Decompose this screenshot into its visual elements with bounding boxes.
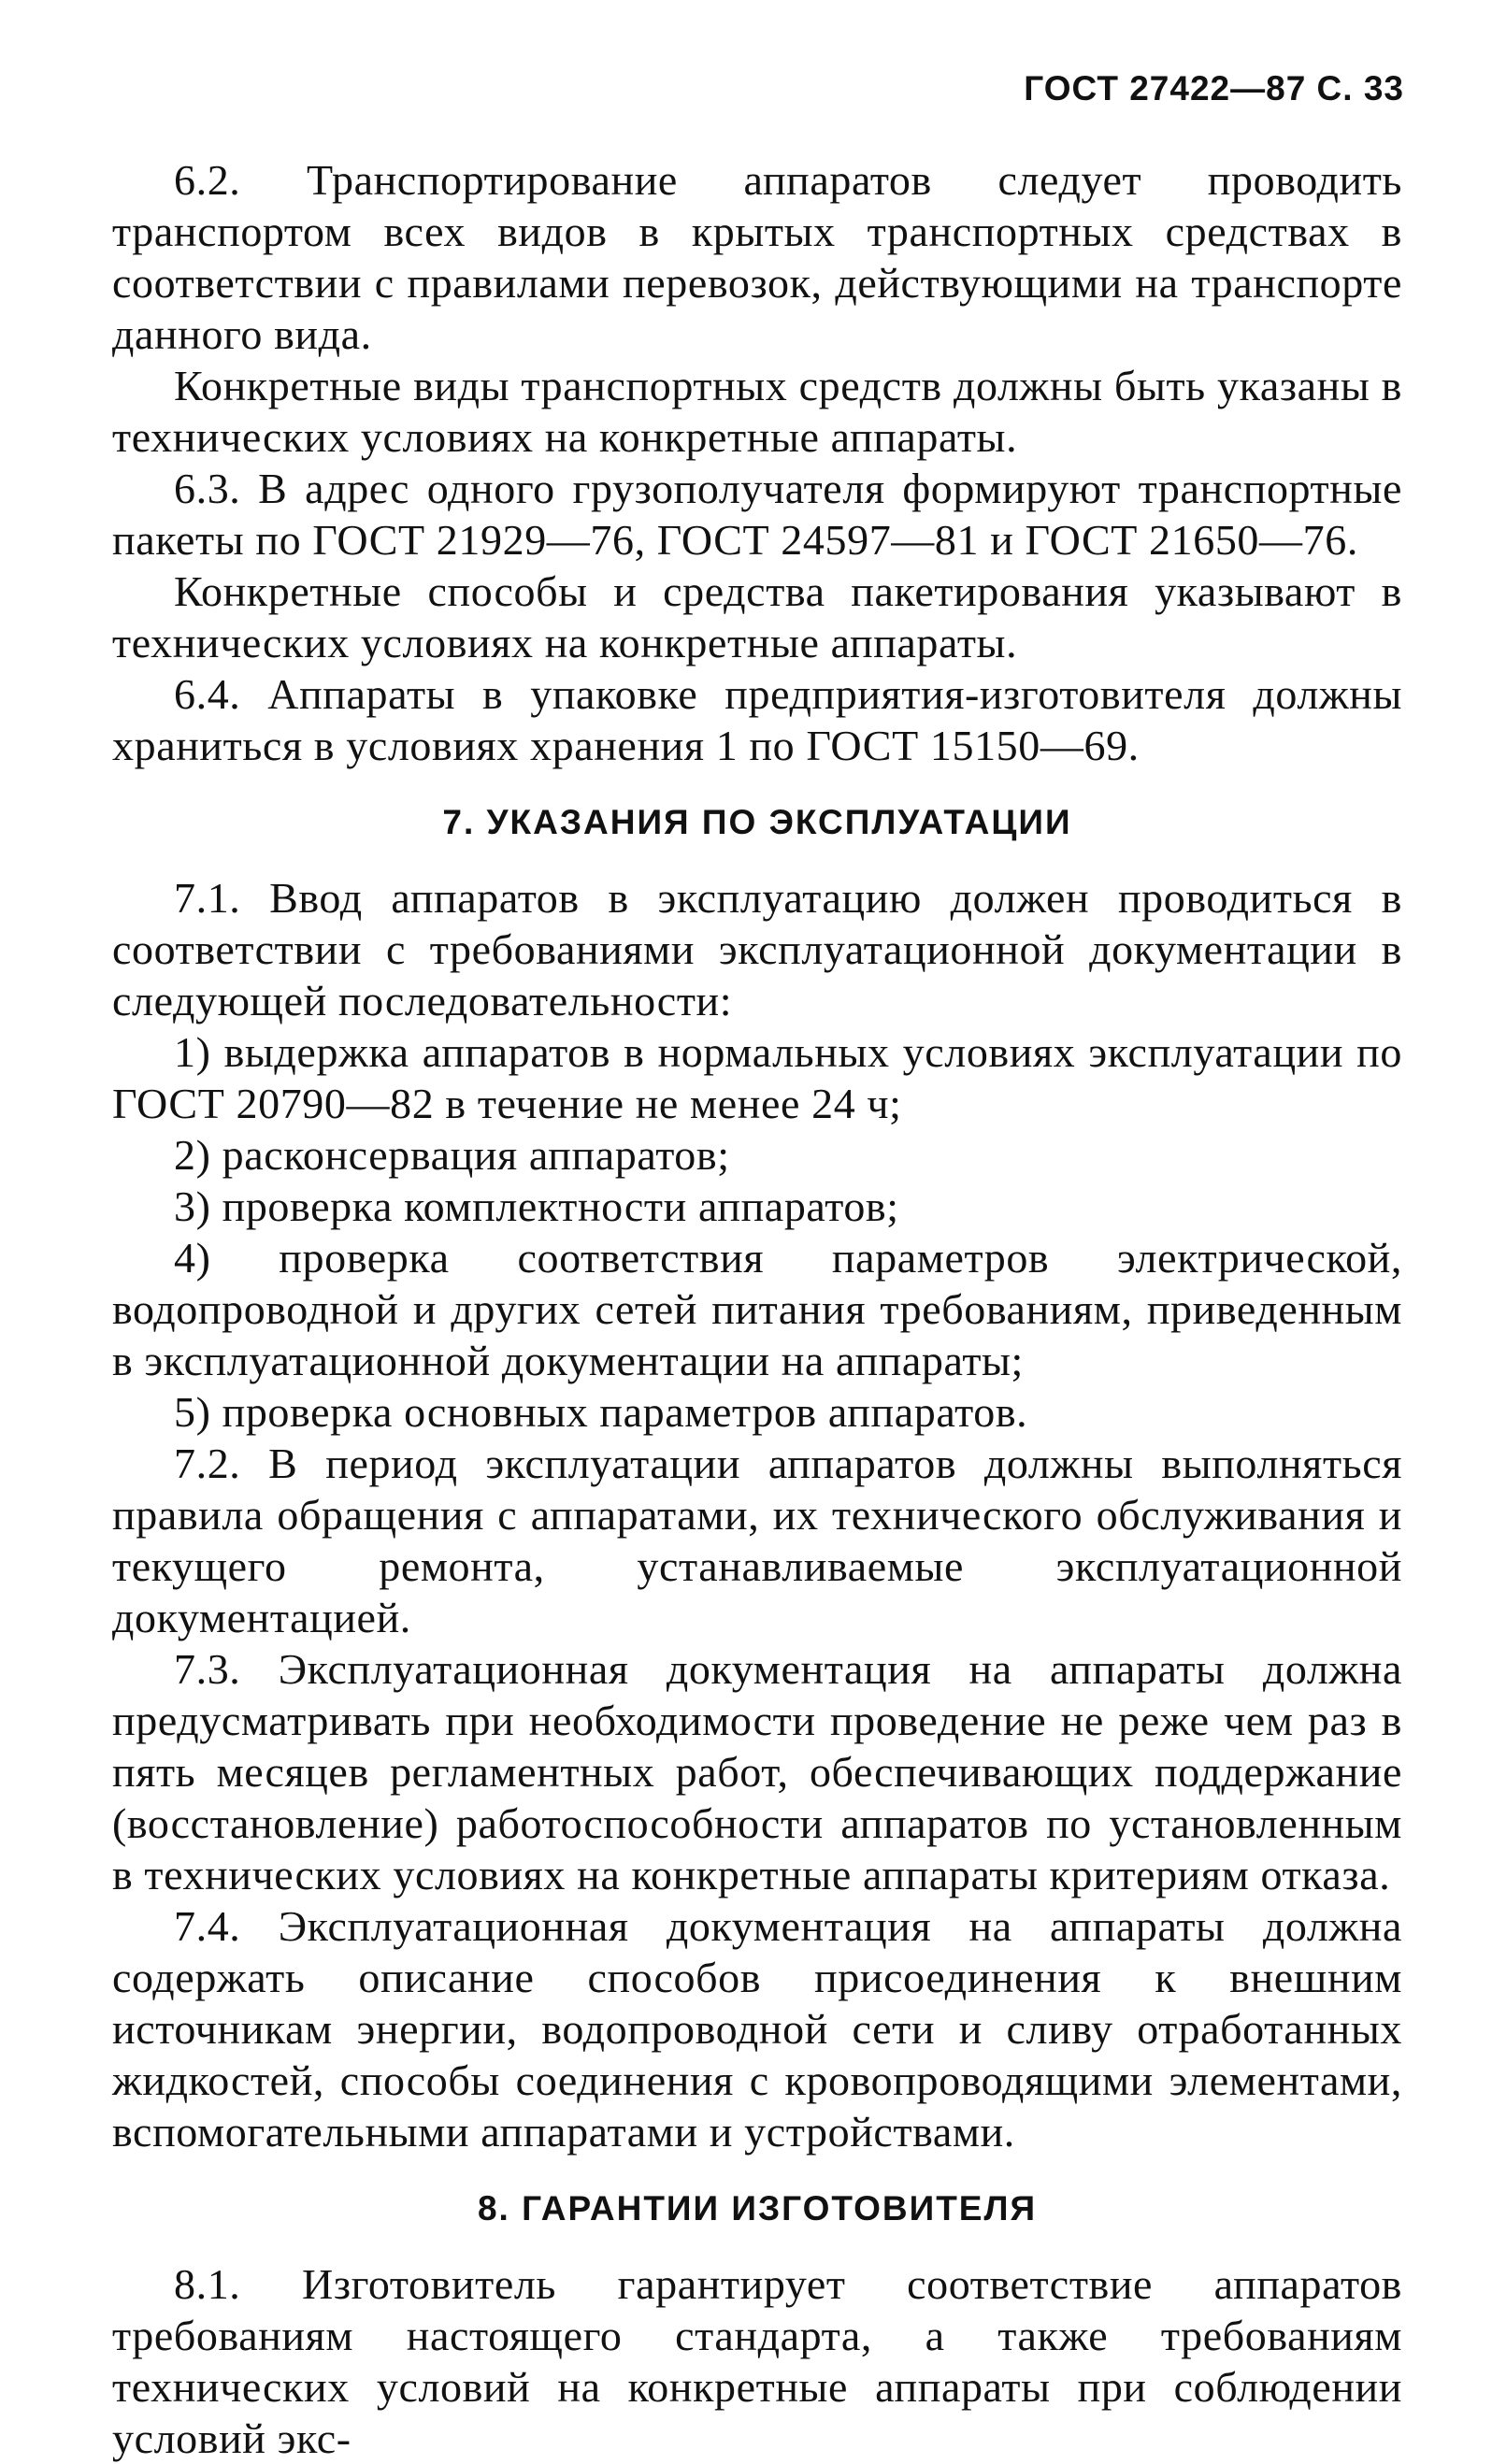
page-body [112, 154, 1402, 2464]
list-item: 3) проверка комплектности аппаратов; [174, 1182, 899, 1230]
paragraph-7-1: 7.1. Ввод аппаратов в эксплуатацию должен проводиться в соответствии с требованиями эксплуатационной документации в следующей последовательности: [112, 874, 1402, 1024]
section-7-title: 7. УКАЗАНИЯ ПО ЭКСПЛУАТАЦИИ [442, 803, 1072, 841]
list-item: 4) проверка соответствия параметров электрической, водопроводной и других сетей питания требованиям, приведенным в эксплуатационной документации на аппараты; [112, 1234, 1402, 1384]
paragraph-6-2: 6.2. Транспортирование аппаратов следует проводить транспортом всех видов в крытых транспортных средствах в соответствии с правилами перевозок, действующими на транспорте данного вида. [112, 156, 1402, 358]
paragraph-6-4: 6.4. Аппараты в упаковке предприятия-изготовителя должны храниться в условиях хранения 1 по ГОСТ 15150—69. [112, 670, 1402, 769]
list-item: 5) проверка основных параметров аппаратов. [174, 1388, 1028, 1436]
paragraph-6-3-packaging: Конкретные способы и средства пакетирования указывают в технических условиях на конкретные аппараты. [112, 567, 1402, 666]
section-8-title: 8. ГАРАНТИИ ИЗГОТОВИТЕЛЯ [477, 2189, 1038, 2228]
list-item: 2) расконсервация аппаратов; [174, 1131, 730, 1179]
list-item: 1) выдержка аппаратов в нормальных условиях эксплуатации по ГОСТ 20790—82 в течение не менее 24 ч; [112, 1028, 1402, 1127]
paragraph-7-2: 7.2. В период эксплуатации аппаратов должны выполняться правила обращения с аппаратами, их технического обслуживания и текущего ремонта, устанавливаемые эксплуатационной документацией. [112, 1440, 1402, 1641]
paragraph-8-1: 8.1. Изготовитель гарантирует соответствие аппаратов требованиям настоящего стандарта, а также требованиям технических условий на конкретные аппараты при соблюдении условий экс- [112, 2260, 1402, 2462]
paragraph-6-2-transport-types: Конкретные виды транспортных средств должны быть указаны в технических условиях на конкретные аппараты. [112, 362, 1402, 461]
paragraph-7-3: 7.3. Эксплуатационная документация на аппараты должна предусматривать при необходимости проведение не реже чем раз в пять месяцев регламентных работ, обеспечивающих поддержание (восстановление) работоспособности аппаратов по установленным в технических условиях на конкретные аппараты критериям отказа. [112, 1645, 1402, 1898]
paragraph-6-3: 6.3. В адрес одного грузополучателя формируют транспортные пакеты по ГОСТ 21929—76, ГОСТ 24597—81 и ГОСТ 21650—76. [112, 465, 1402, 564]
running-header: ГОСТ 27422—87 С. 33 [1024, 69, 1404, 107]
paragraph-7-4: 7.4. Эксплуатационная документация на аппараты должна содержать описание способов присоединения к внешним источникам энергии, водопроводной сети и сливу отработанных жидкостей, способы соединения с кровопроводящими элементами, вспомогательными аппаратами и устройствами. [112, 1902, 1402, 2156]
